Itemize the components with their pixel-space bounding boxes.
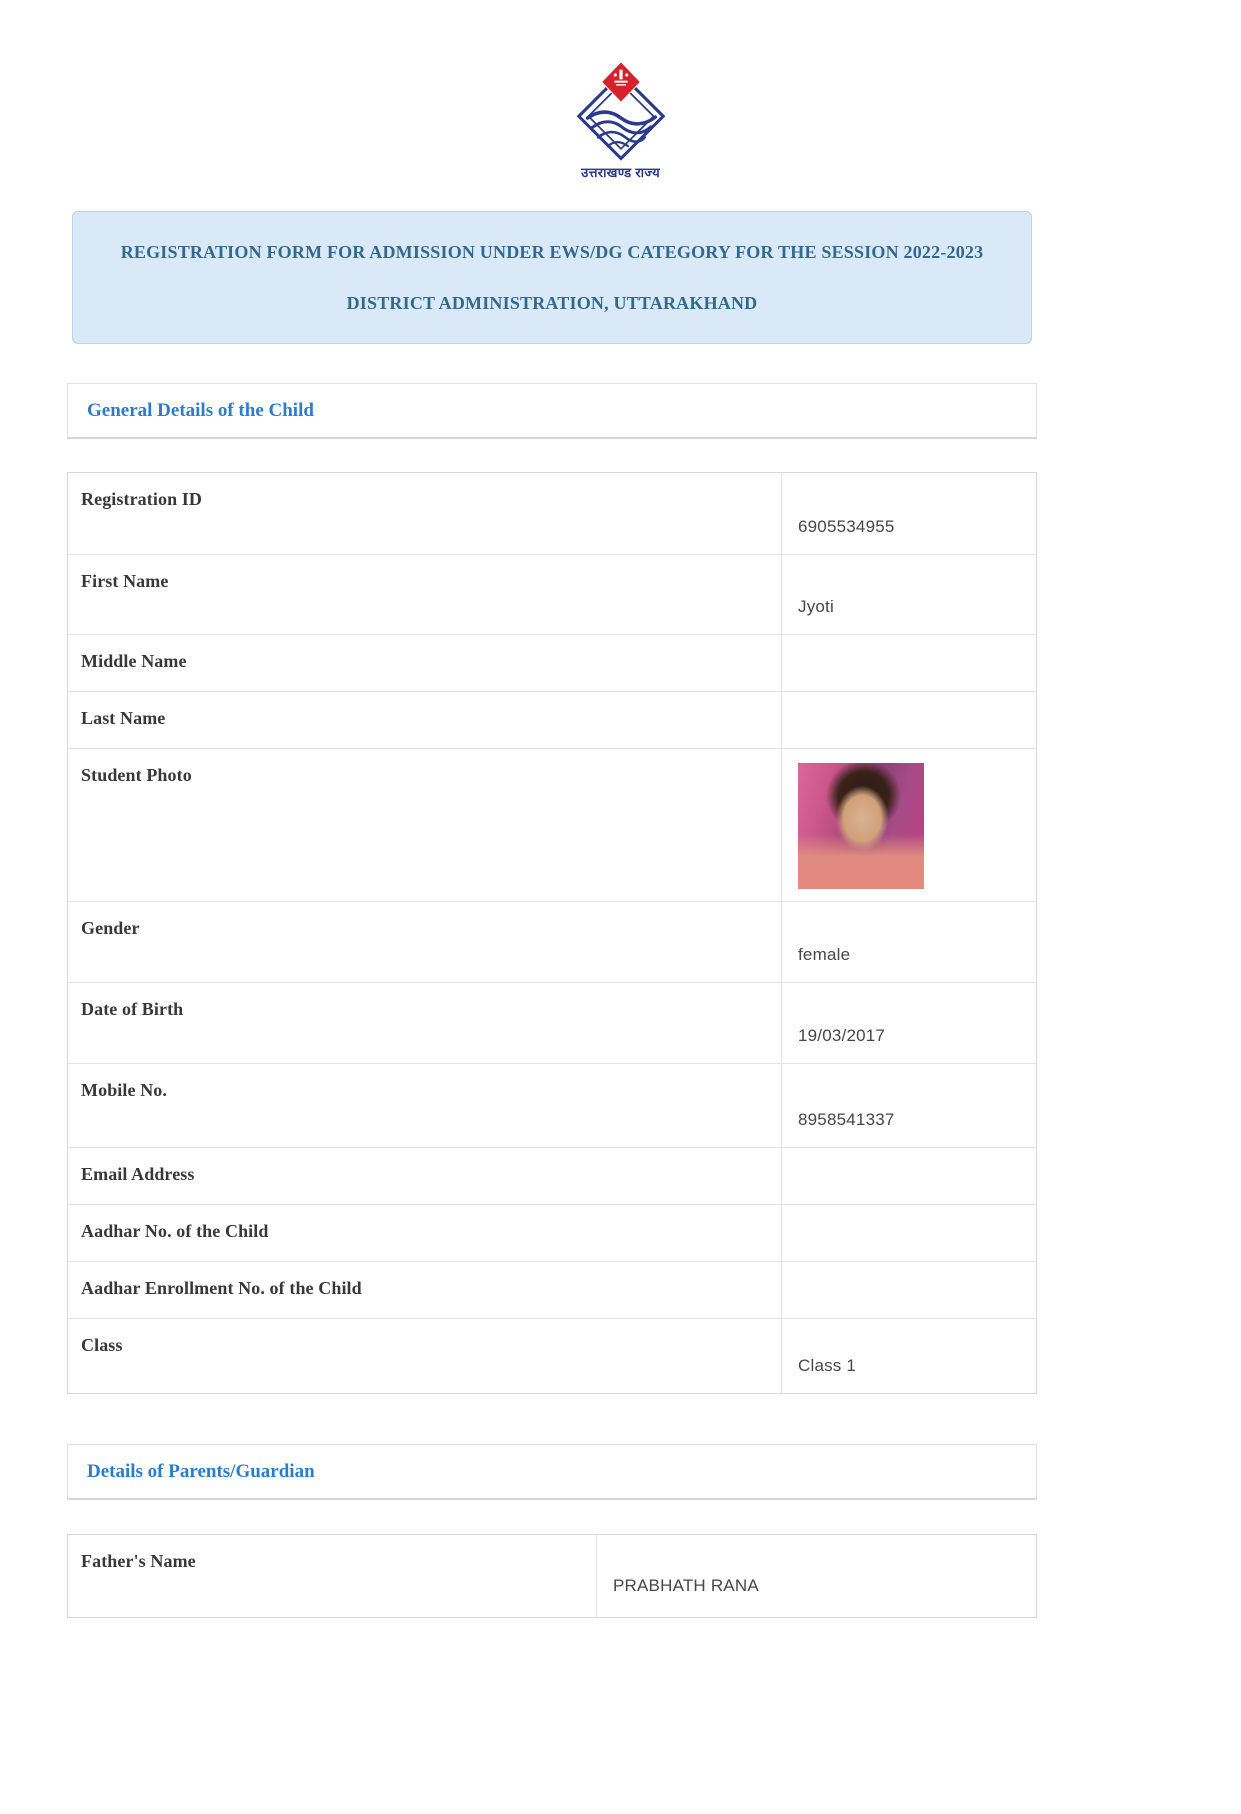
- row-gender: [68, 901, 1036, 982]
- field-label: Aadhar No. of the Child: [68, 1205, 782, 1261]
- field-label: Class: [68, 1319, 782, 1393]
- form-document: [67, 211, 1037, 1618]
- field-label: Father's Name: [68, 1535, 597, 1617]
- uttarakhand-emblem-icon: [566, 60, 676, 162]
- row-middle-name: [68, 634, 1036, 691]
- field-value: 19/03/2017: [798, 1026, 886, 1045]
- field-label: Middle Name: [68, 635, 782, 691]
- parents-details-table: [67, 1534, 1037, 1618]
- row-date-of-birth: [68, 982, 1036, 1063]
- form-title-line1: REGISTRATION FORM FOR ADMISSION UNDER EWS/DG CATEGORY FOR THE SESSION 2022-2023: [120, 242, 984, 262]
- row-first-name: [68, 554, 1036, 634]
- field-value: [782, 1205, 1036, 1261]
- row-registration-id: [68, 473, 1036, 554]
- field-value: 6905534955: [798, 517, 895, 536]
- field-label: Student Photo: [68, 749, 782, 901]
- section-title: Details of Parents/Guardian: [87, 1460, 315, 1482]
- row-aadhar-enrollment-no: [68, 1261, 1036, 1318]
- form-title-line2: DISTRICT ADMINISTRATION, UTTARAKHAND: [346, 293, 758, 313]
- row-class: [68, 1318, 1036, 1393]
- row-last-name: [68, 691, 1036, 748]
- row-fathers-name: [68, 1535, 1036, 1617]
- row-email-address: [68, 1147, 1036, 1204]
- field-value: [782, 1262, 1036, 1318]
- section-header-parents-details: [67, 1444, 1037, 1500]
- section-title: General Details of the Child: [87, 399, 314, 421]
- field-label: Registration ID: [68, 473, 782, 554]
- state-logo: [0, 60, 1241, 181]
- field-value: PRABHATH RANA: [613, 1576, 759, 1595]
- field-label: Mobile No.: [68, 1064, 782, 1147]
- general-details-table: [67, 472, 1037, 1394]
- field-label: Last Name: [68, 692, 782, 748]
- student-photo-image: [798, 763, 924, 889]
- field-value: [782, 749, 1036, 901]
- field-label: First Name: [68, 555, 782, 634]
- field-value: Jyoti: [798, 597, 834, 616]
- section-header-general-details: [67, 383, 1037, 439]
- field-value: [782, 692, 1036, 748]
- logo-caption: उत्तराखण्ड राज्य: [581, 165, 660, 180]
- field-label: Aadhar Enrollment No. of the Child: [68, 1262, 782, 1318]
- row-aadhar-no: [68, 1204, 1036, 1261]
- field-label: Date of Birth: [68, 983, 782, 1063]
- form-title-banner: [72, 211, 1032, 344]
- row-student-photo: [68, 748, 1036, 901]
- field-value: female: [798, 945, 851, 964]
- field-value: [782, 635, 1036, 691]
- row-mobile-no: [68, 1063, 1036, 1147]
- field-label: Gender: [68, 902, 782, 982]
- field-label: Email Address: [68, 1148, 782, 1204]
- field-value: [782, 1148, 1036, 1204]
- field-value: 8958541337: [798, 1110, 895, 1129]
- field-value: Class 1: [798, 1356, 857, 1375]
